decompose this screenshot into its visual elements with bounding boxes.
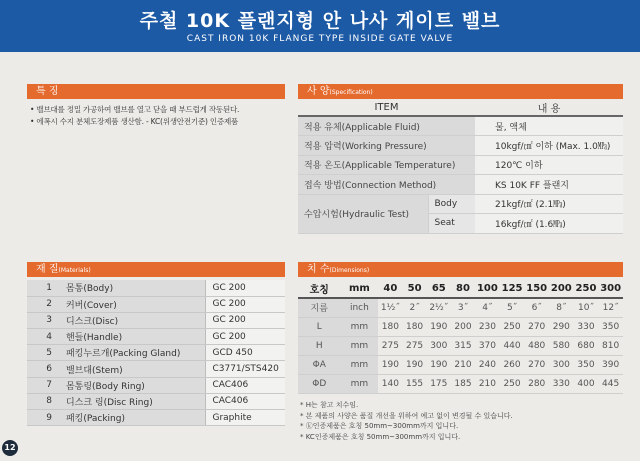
material-value: C3771/STS420 bbox=[206, 361, 285, 377]
dimensions-header bbox=[298, 262, 623, 277]
dim-cell: 230 bbox=[475, 317, 500, 336]
dim-cell: 390 bbox=[598, 355, 623, 374]
features-title: 특 징 bbox=[36, 86, 59, 97]
note: * 본 제품의 사양은 품질 개선을 위하여 예고 없이 변경될 수 있습니다. bbox=[300, 411, 513, 420]
spec-col-value: 내 용 bbox=[475, 100, 623, 116]
dim-cell: 210 bbox=[475, 374, 500, 393]
dim-unit: mm bbox=[341, 317, 379, 336]
material-no: 9 bbox=[27, 410, 60, 426]
material-value: GC 200 bbox=[206, 312, 285, 328]
dim-cell: 260 bbox=[500, 355, 525, 374]
dim-unit: inch bbox=[341, 298, 379, 317]
material-no: 5 bbox=[27, 345, 60, 361]
materials-title-en: (Materials) bbox=[58, 267, 91, 274]
dim-cell: 175 bbox=[427, 374, 451, 393]
material-row bbox=[27, 296, 285, 312]
dim-cell: 400 bbox=[574, 374, 599, 393]
dim-cell: 6˝ bbox=[524, 298, 549, 317]
dim-cell: 12˝ bbox=[598, 298, 623, 317]
dim-cell: 180 bbox=[378, 317, 402, 336]
material-row bbox=[27, 329, 285, 345]
dim-unit: mm bbox=[341, 355, 379, 374]
dim-size: 125 bbox=[500, 280, 525, 298]
dim-cell: 3˝ bbox=[451, 298, 475, 317]
dim-cell: 1½˝ bbox=[378, 298, 402, 317]
material-value: GC 200 bbox=[206, 296, 285, 312]
dim-cell: 275 bbox=[402, 336, 426, 355]
spec-table bbox=[298, 100, 623, 234]
material-part: 디스크(Disc) bbox=[60, 312, 206, 328]
dim-cell: 810 bbox=[598, 336, 623, 355]
spec-subkey: Seat bbox=[428, 214, 475, 234]
dim-cell: 185 bbox=[451, 374, 475, 393]
spec-title: 사 양 bbox=[307, 86, 330, 97]
material-part: 밸브대(Stem) bbox=[60, 361, 206, 377]
spec-header-row bbox=[298, 100, 623, 116]
dimension-notes bbox=[300, 400, 513, 442]
dim-cell: 330 bbox=[574, 317, 599, 336]
dim-cell: 300 bbox=[549, 355, 574, 374]
dim-cell: 445 bbox=[598, 374, 623, 393]
material-no: 3 bbox=[27, 312, 60, 328]
dim-cell: 2½˝ bbox=[427, 298, 451, 317]
dim-cell: 280 bbox=[524, 374, 549, 393]
dim-label: H bbox=[298, 336, 341, 355]
materials-title: 재 질 bbox=[36, 264, 59, 275]
dim-cell: 5˝ bbox=[500, 298, 525, 317]
material-part: 몸통(Body) bbox=[60, 280, 206, 296]
dimension-row bbox=[298, 317, 623, 336]
material-no: 8 bbox=[27, 393, 60, 409]
dim-unit: mm bbox=[341, 336, 379, 355]
dimensions-title-en: (Dimensions) bbox=[329, 267, 370, 274]
dim-cell: 190 bbox=[427, 317, 451, 336]
spec-value: 120℃ 이하 bbox=[475, 155, 623, 175]
material-part: 핸들(Handle) bbox=[60, 329, 206, 345]
dim-unit: mm bbox=[341, 374, 379, 393]
dimension-row bbox=[298, 355, 623, 374]
dimension-row bbox=[298, 336, 623, 355]
dim-cell: 480 bbox=[524, 336, 549, 355]
dim-cell: 4˝ bbox=[475, 298, 500, 317]
dimension-row bbox=[298, 298, 623, 317]
material-no: 1 bbox=[27, 280, 60, 296]
dimensions-title: 치 수 bbox=[307, 264, 330, 275]
dim-cell: 2˝ bbox=[402, 298, 426, 317]
material-value: GC 200 bbox=[206, 280, 285, 296]
feature-item: • 에폭시 수지 분체도장제품 생산함. - KC(위생안전기준) 인증제품 bbox=[30, 117, 239, 126]
materials-header bbox=[27, 262, 285, 277]
dim-cell: 140 bbox=[378, 374, 402, 393]
spec-col-item: ITEM bbox=[298, 100, 475, 116]
dim-cell: 370 bbox=[475, 336, 500, 355]
spec-row bbox=[298, 175, 623, 195]
material-part: 패킹(Packing) bbox=[60, 410, 206, 426]
dim-label: 지름 bbox=[298, 298, 341, 317]
material-part: 패킹누르개(Packing Gland) bbox=[60, 345, 206, 361]
feature-item: • 밸브대를 정밀 가공하여 밸브를 열고 닫을 때 부드럽게 작동된다. bbox=[30, 105, 240, 114]
dim-cell: 180 bbox=[402, 317, 426, 336]
dimension-row bbox=[298, 374, 623, 393]
spec-title-en: (Specification) bbox=[329, 89, 373, 96]
note: * ⓚ인증제품은 호칭 50mm~300mm까지 입니다. bbox=[300, 422, 459, 430]
spec-row bbox=[298, 116, 623, 136]
material-part: 커버(Cover) bbox=[60, 296, 206, 312]
dim-cell: 270 bbox=[524, 317, 549, 336]
page-subtitle: CAST IRON 10K FLANGE TYPE INSIDE GATE VALVE bbox=[186, 34, 454, 44]
dim-cell: 270 bbox=[524, 355, 549, 374]
dim-cell: 190 bbox=[402, 355, 426, 374]
dim-cell: 8˝ bbox=[549, 298, 574, 317]
material-row bbox=[27, 377, 285, 393]
dim-cell: 155 bbox=[402, 374, 426, 393]
material-value: GCD 450 bbox=[206, 345, 285, 361]
dim-size: 50 bbox=[402, 280, 426, 298]
dim-cell: 275 bbox=[378, 336, 402, 355]
dim-cell: 250 bbox=[500, 317, 525, 336]
dim-header-label: 호칭 bbox=[298, 280, 341, 298]
spec-value: 21kgf/㎠ (2.1㎫) bbox=[475, 194, 623, 214]
material-value: CAC406 bbox=[206, 377, 285, 393]
dim-label: ΦA bbox=[298, 355, 341, 374]
spec-subkey: Body bbox=[428, 194, 475, 214]
spec-key: 적용 유체(Applicable Fluid) bbox=[298, 116, 475, 136]
spec-row bbox=[298, 194, 623, 214]
dim-size: 65 bbox=[427, 280, 451, 298]
material-part: 디스크 링(Disc Ring) bbox=[60, 393, 206, 409]
spec-value: 16kgf/㎠ (1.6㎫) bbox=[475, 214, 623, 234]
note: * KC인증제품은 호칭 50mm~300mm까지 입니다. bbox=[300, 432, 461, 441]
dim-cell: 210 bbox=[451, 355, 475, 374]
dim-cell: 680 bbox=[574, 336, 599, 355]
dim-size: 80 bbox=[451, 280, 475, 298]
spec-value: 10kgf/㎠ 이하 (Max. 1.0㎫) bbox=[475, 136, 623, 156]
material-row bbox=[27, 361, 285, 377]
material-value: CAC406 bbox=[206, 393, 285, 409]
materials-table bbox=[27, 280, 285, 426]
material-row bbox=[27, 393, 285, 409]
dim-size: 100 bbox=[475, 280, 500, 298]
page-number: 12 bbox=[2, 440, 18, 456]
material-no: 2 bbox=[27, 296, 60, 312]
dim-cell: 240 bbox=[475, 355, 500, 374]
spec-header bbox=[298, 84, 623, 99]
spec-key: 수압시험(Hydraulic Test) bbox=[298, 194, 428, 233]
dim-label: ΦD bbox=[298, 374, 341, 393]
title-banner bbox=[0, 0, 640, 52]
spec-value: 물, 액체 bbox=[475, 116, 623, 136]
spec-row bbox=[298, 155, 623, 175]
features-header bbox=[27, 84, 285, 99]
dim-cell: 350 bbox=[598, 317, 623, 336]
dim-size: 250 bbox=[574, 280, 599, 298]
material-part: 몸통링(Body Ring) bbox=[60, 377, 206, 393]
dim-cell: 250 bbox=[500, 374, 525, 393]
material-row bbox=[27, 312, 285, 328]
dim-cell: 190 bbox=[378, 355, 402, 374]
dim-size: 40 bbox=[378, 280, 402, 298]
spec-key: 접속 방법(Connection Method) bbox=[298, 175, 475, 195]
dim-cell: 440 bbox=[500, 336, 525, 355]
dim-label: L bbox=[298, 317, 341, 336]
page-title: 주철 10K 플랜지형 안 나사 게이트 밸브 bbox=[139, 10, 501, 32]
dim-cell: 330 bbox=[549, 374, 574, 393]
spec-value: KS 10K FF 플랜지 bbox=[475, 175, 623, 195]
dim-size: 200 bbox=[549, 280, 574, 298]
dim-cell: 200 bbox=[451, 317, 475, 336]
dim-cell: 315 bbox=[451, 336, 475, 355]
material-value: Graphite bbox=[206, 410, 285, 426]
features-list bbox=[30, 104, 280, 128]
material-no: 4 bbox=[27, 329, 60, 345]
dim-size: 150 bbox=[524, 280, 549, 298]
material-no: 7 bbox=[27, 377, 60, 393]
dim-size: 300 bbox=[598, 280, 623, 298]
note: * H는 참고 치수임. bbox=[300, 401, 359, 409]
dimensions-table bbox=[298, 280, 623, 394]
dim-cell: 10˝ bbox=[574, 298, 599, 317]
material-row bbox=[27, 280, 285, 296]
spec-key: 적용 온도(Applicable Temperature) bbox=[298, 155, 475, 175]
spec-row bbox=[298, 136, 623, 156]
material-no: 6 bbox=[27, 361, 60, 377]
material-row bbox=[27, 410, 285, 426]
dim-header-unit: mm bbox=[341, 280, 379, 298]
dim-cell: 290 bbox=[549, 317, 574, 336]
spec-key: 적용 압력(Working Pressure) bbox=[298, 136, 475, 156]
material-value: GC 200 bbox=[206, 329, 285, 345]
dim-cell: 580 bbox=[549, 336, 574, 355]
dim-cell: 350 bbox=[574, 355, 599, 374]
dimensions-header-row bbox=[298, 280, 623, 298]
dim-cell: 300 bbox=[427, 336, 451, 355]
dim-cell: 190 bbox=[427, 355, 451, 374]
material-row bbox=[27, 345, 285, 361]
